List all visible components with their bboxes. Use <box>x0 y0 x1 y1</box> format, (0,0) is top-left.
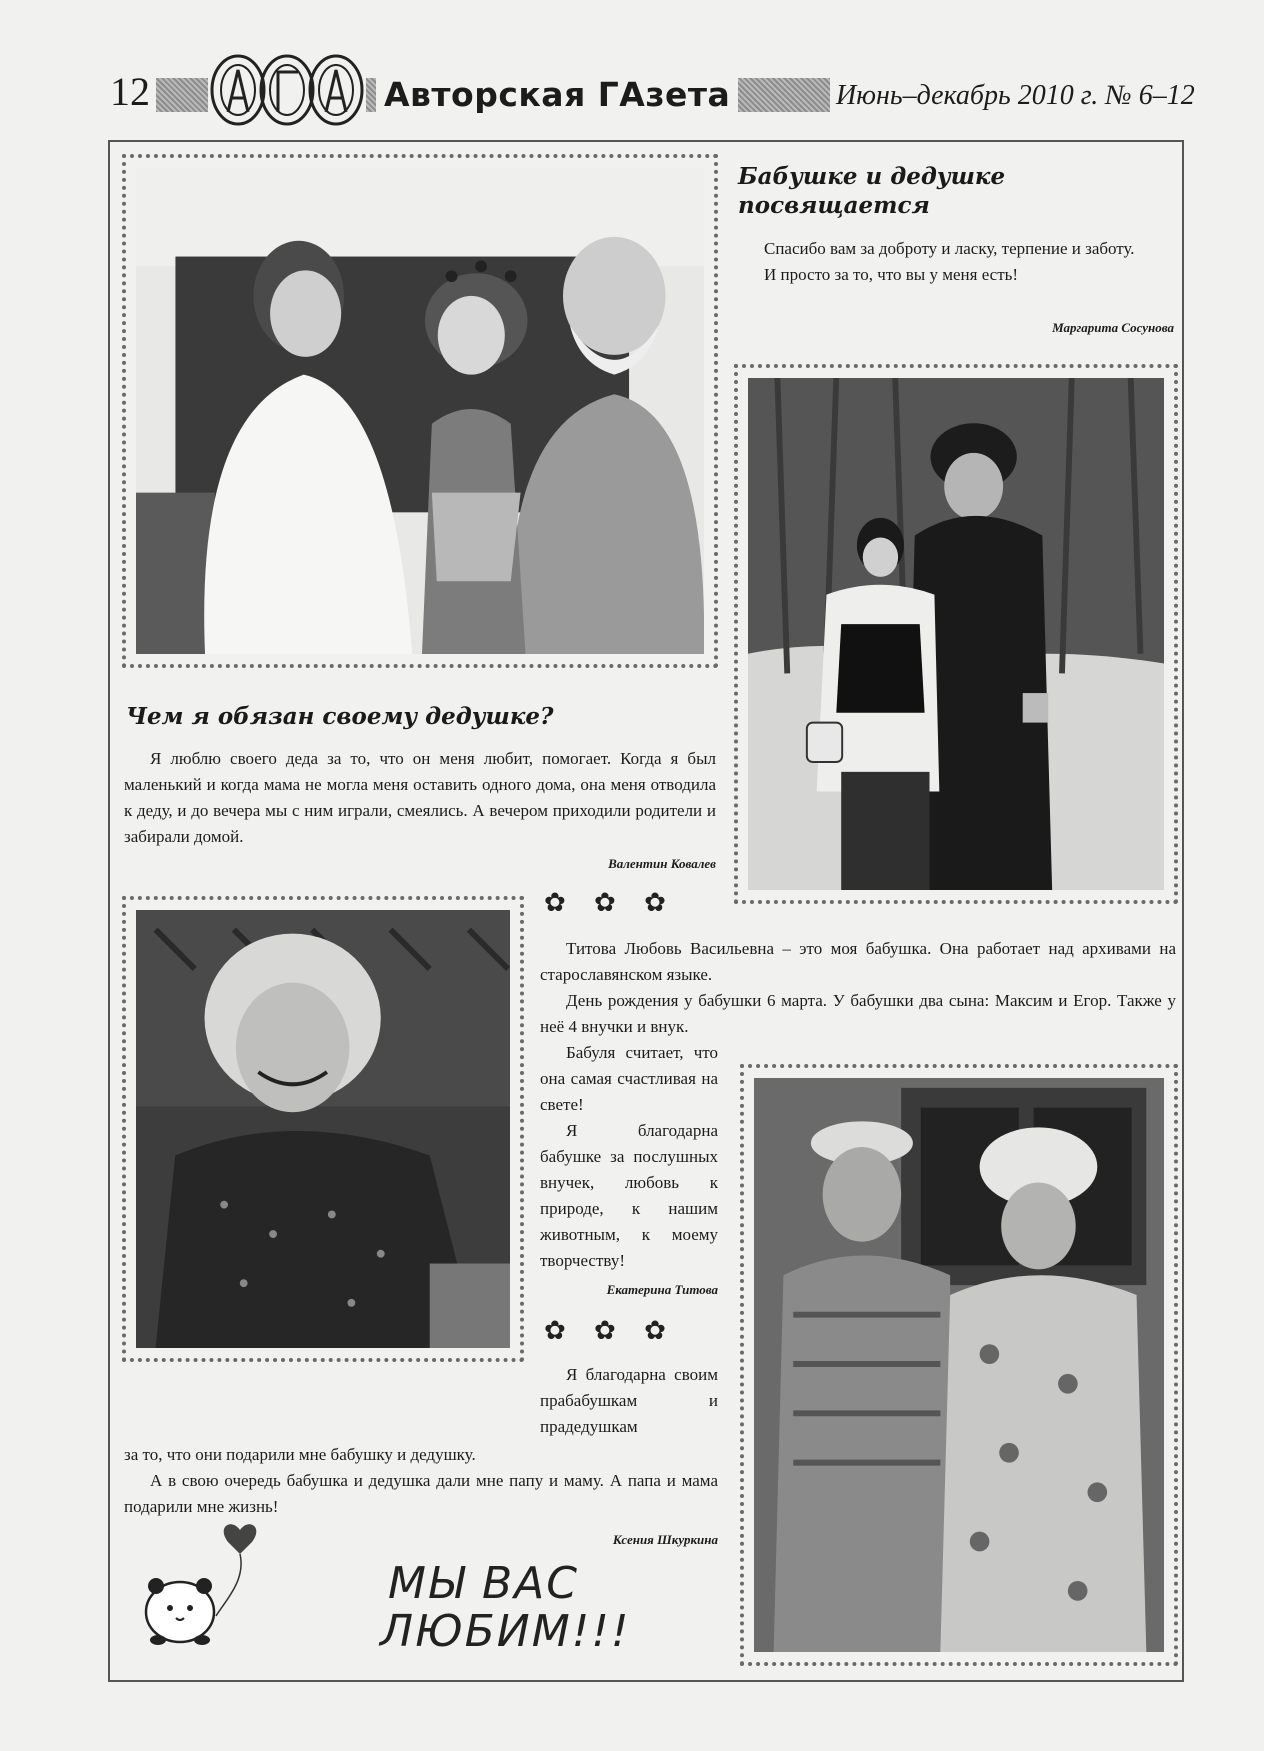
newspaper-logo <box>208 42 366 130</box>
article2-paragraph-1: Я люблю своего деда за то, что он меня любит, помогает. Когда я был маленький и когда мама не могла меня оставить одного дома, она меня отводила к деду, и до вечера мы с ним играли, смеялись. А вечером приходили родители и забирали домой. <box>124 749 716 846</box>
article3-paragraph-3: Бабуля считает, что она самая счастливая на свете! <box>540 1043 718 1114</box>
photo-frame-winter <box>734 364 1178 904</box>
article4-author: Ксения Шкуркина <box>612 1532 718 1547</box>
motto-text <box>380 1560 680 1656</box>
article3-author: Екатерина Титова <box>606 1282 718 1297</box>
panda-balloon-illustration <box>136 1520 276 1650</box>
photo-frame-couple <box>740 1064 1178 1666</box>
article3-body-wide <box>540 936 1176 1040</box>
separator-stars-2: ✿ ✿ ✿ <box>544 1316 676 1346</box>
motto-line-2: ЛЮБИМ!!! <box>380 1606 631 1657</box>
article2-body <box>124 746 716 850</box>
newspaper-name: Авторская ГАзета <box>376 74 738 116</box>
article1-body <box>738 236 1176 288</box>
article3-paragraph-4: Я благодарна бабушке за послушных внучек, любовь к природе, к нашим животным, к моему творчеству! <box>540 1121 718 1270</box>
article1-paragraph-2: И просто за то, что вы у меня есть! <box>764 265 1019 284</box>
article4-paragraph-2: А в свою очередь бабушка и дедушка дали мне папу и маму. А папа и мама подарили мне жизнь! <box>124 1471 718 1516</box>
photo-frame-family <box>122 154 718 668</box>
issue-info: Июнь–декабрь 2010 г. № 6–12 <box>830 78 1201 114</box>
article2-author: Валентин Ковалев <box>608 856 716 871</box>
photo-elderly-couple <box>754 1078 1164 1652</box>
photo-grandparents-with-girl <box>136 168 704 654</box>
separator-stars-1: ✿ ✿ ✿ <box>544 888 676 918</box>
photo-smiling-grandmother <box>136 910 510 1348</box>
article1-paragraph-1: Спасибо вам за доброту и ласку, терпение и заботу. <box>764 239 1135 258</box>
article3-paragraph-2: День рождения у бабушки 6 марта. У бабушки два сына: Максим и Егор. Также у неё 4 внучки и внук. <box>540 991 1176 1036</box>
article4-paragraph-1-part1: Я благодарна своим прабабушкам и прадедушкам <box>540 1365 718 1436</box>
page-number: 12 <box>104 70 156 114</box>
article4-paragraph-1-part2: за то, что они подарили мне бабушку и дедушку. <box>124 1445 476 1464</box>
article2-title: Чем я обязан своему дедушке? <box>126 703 554 730</box>
article4-body-wide <box>124 1442 718 1520</box>
motto-line-1: МЫ ВАС <box>388 1558 579 1609</box>
article1-author: Маргарита Сосунова <box>1052 320 1174 335</box>
article1-title: Бабушке и дедушке посвящается <box>738 163 1006 219</box>
photo-grandfather-and-boy-winter <box>748 378 1164 890</box>
photo-frame-grandmother <box>122 896 524 1362</box>
article3-body-narrow <box>540 1040 718 1274</box>
article3-paragraph-1: Титова Любовь Васильевна – это моя бабушка. Она работает над архивами на старославянском языке. <box>540 939 1176 984</box>
article4-body-narrow <box>540 1362 718 1440</box>
